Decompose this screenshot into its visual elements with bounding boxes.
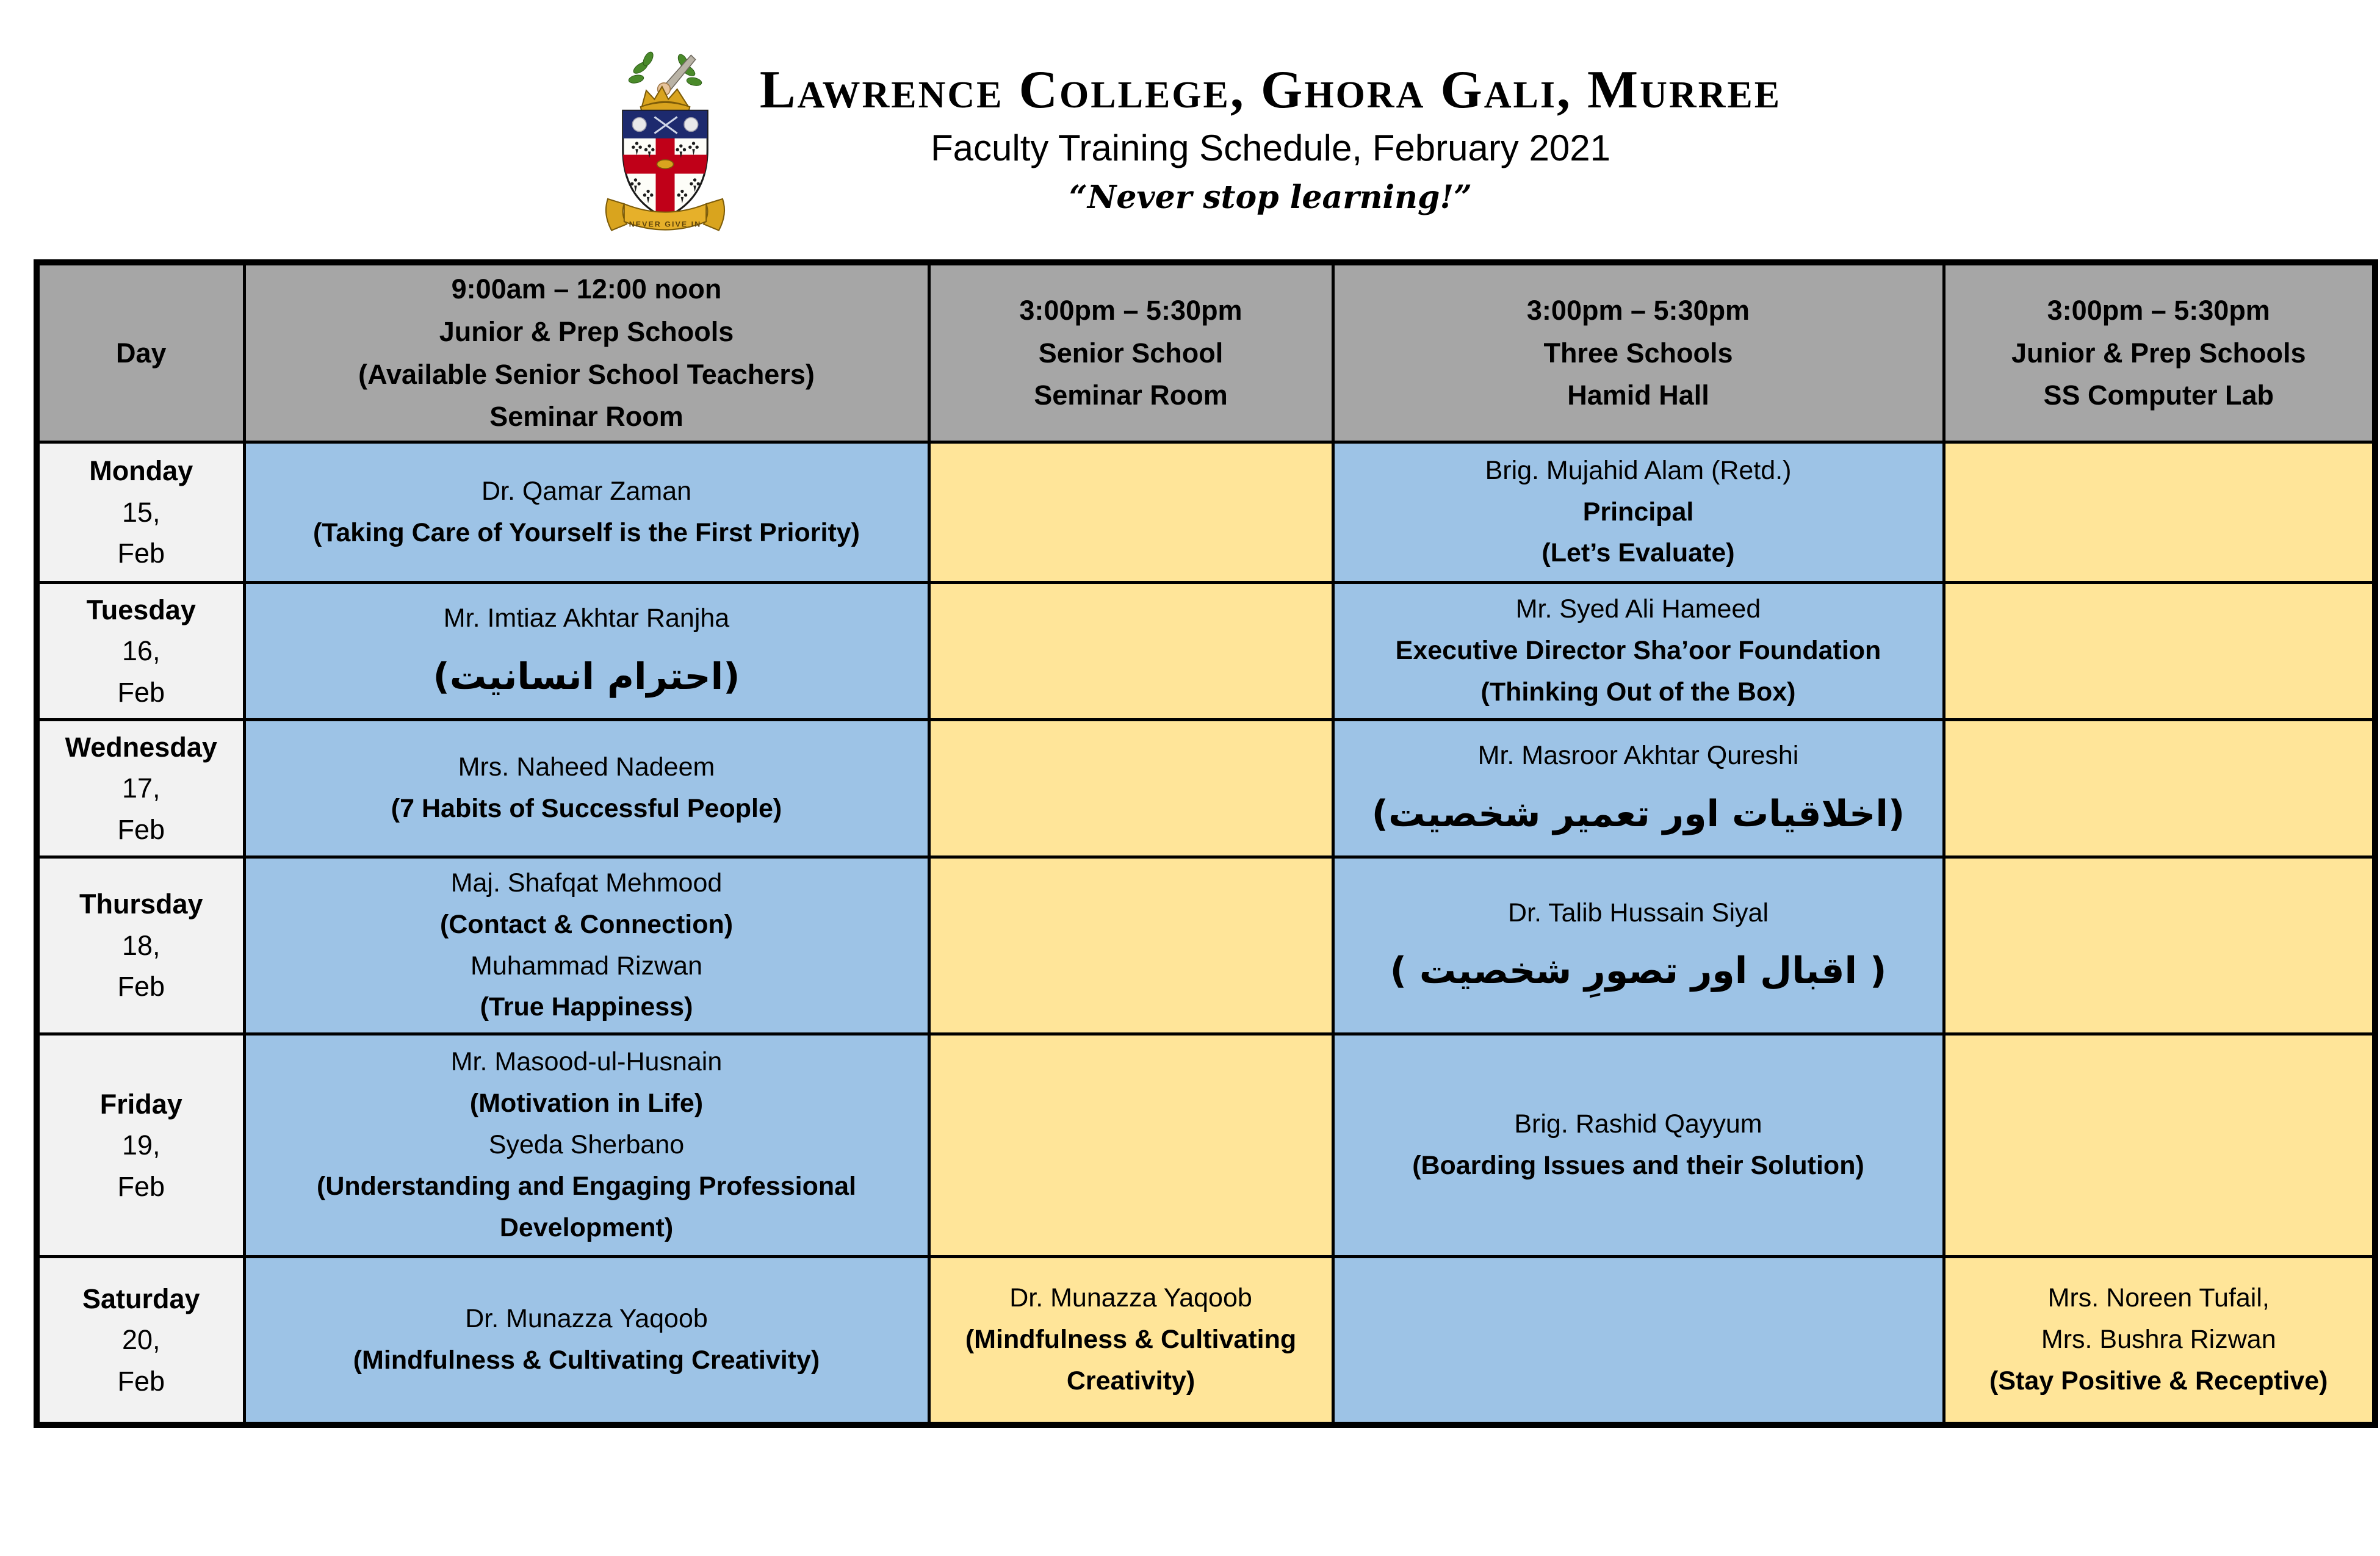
session-cell-tuesday-afternoon-senior-school [929,583,1333,720]
column-header-afternoon-junior-prep-lab: 3:00pm – 5:30pm Junior & Prep Schools SS Computer Lab [1944,262,2375,442]
session-cell-tuesday-afternoon-three-schools: Mr. Syed Ali Hameed Executive Director Sha’oor Foundation (Thinking Out of the Box) [1333,583,1944,720]
day-cell-friday: Friday 19, Feb [37,1034,244,1257]
session-cell-friday-afternoon-junior-prep-lab [1944,1034,2375,1257]
school-motto-quote: “Never stop learning!” [1069,179,1473,217]
session-cell-monday-afternoon-senior-school [929,442,1333,583]
masthead [0,49,2380,238]
column-header-afternoon-senior-school: 3:00pm – 5:30pm Senior School Seminar Room [929,262,1333,442]
day-cell-monday: Monday 15, Feb [37,442,244,583]
day-cell-tuesday: Tuesday 16, Feb [37,583,244,720]
schedule-row-tuesday [37,583,2375,720]
table-header-row [37,262,2375,442]
schedule-table-body [37,442,2375,1425]
session-cell-thursday-afternoon-three-schools: Dr. Talib Hussain Siyal ( اقبال اور تصورِ شخصیت ) [1333,857,1944,1034]
crest-motto: NEVER GIVE IN [629,220,702,229]
schedule-title: Faculty Training Schedule, February 2021 [931,128,1610,169]
session-cell-wednesday-afternoon-senior-school [929,720,1333,857]
college-name: Lawrence College, Ghora Gali, Murree [759,60,1782,120]
day-cell-saturday: Saturday 20, Feb [37,1257,244,1425]
column-header-day: Day [37,262,244,442]
session-cell-wednesday-morning-junior-prep: Mrs. Naheed Nadeem (7 Habits of Successful People) [244,720,929,857]
session-cell-friday-afternoon-three-schools: Brig. Rashid Qayyum (Boarding Issues and their Solution) [1333,1034,1944,1257]
session-cell-wednesday-afternoon-junior-prep-lab [1944,720,2375,857]
session-cell-monday-afternoon-junior-prep-lab [1944,442,2375,583]
session-cell-monday-morning-junior-prep: Dr. Qamar Zaman (Taking Care of Yourself is the First Priority) [244,442,929,583]
session-cell-thursday-morning-junior-prep: Maj. Shafqat Mehmood (Contact & Connection) Muhammad Rizwan (True Happiness) [244,857,929,1034]
schedule-row-thursday [37,857,2375,1034]
session-cell-saturday-afternoon-three-schools [1333,1257,1944,1425]
session-cell-thursday-afternoon-senior-school [929,857,1333,1034]
session-cell-friday-morning-junior-prep: Mr. Masood-ul-Husnain (Motivation in Life) Syeda Sherbano (Understanding and Engaging Professional Development) [244,1034,929,1257]
session-cell-saturday-afternoon-senior-school: Dr. Munazza Yaqoob (Mindfulness & Cultivating Creativity) [929,1257,1333,1425]
schedule-row-monday [37,442,2375,583]
session-cell-tuesday-afternoon-junior-prep-lab [1944,583,2375,720]
session-cell-saturday-afternoon-junior-prep-lab: Mrs. Noreen Tufail, Mrs. Bushra Rizwan (Stay Positive & Receptive) [1944,1257,2375,1425]
session-cell-tuesday-morning-junior-prep: Mr. Imtiaz Akhtar Ranjha (احترام انسانیت) [244,583,929,720]
column-header-afternoon-three-schools: 3:00pm – 5:30pm Three Schools Hamid Hall [1333,262,1944,442]
masthead-text [760,49,1781,216]
column-header-morning-junior-prep: 9:00am – 12:00 noon Junior & Prep Schools (Available Senior School Teachers) Seminar Room [244,262,929,442]
college-crest-logo [599,49,732,238]
session-cell-thursday-afternoon-junior-prep-lab [1944,857,2375,1034]
schedule-row-saturday [37,1257,2375,1425]
schedule-table [34,259,2378,1428]
day-cell-wednesday: Wednesday 17, Feb [37,720,244,857]
day-cell-thursday: Thursday 18, Feb [37,857,244,1034]
session-cell-monday-afternoon-three-schools: Brig. Mujahid Alam (Retd.) Principal (Let’s Evaluate) [1333,442,1944,583]
session-cell-wednesday-afternoon-three-schools: Mr. Masroor Akhtar Qureshi (اخلاقیات اور تعمیر شخصیت) [1333,720,1944,857]
schedule-row-wednesday [37,720,2375,857]
schedule-row-friday [37,1034,2375,1257]
session-cell-saturday-morning-junior-prep: Dr. Munazza Yaqoob (Mindfulness & Cultivating Creativity) [244,1257,929,1425]
session-cell-friday-afternoon-senior-school [929,1034,1333,1257]
